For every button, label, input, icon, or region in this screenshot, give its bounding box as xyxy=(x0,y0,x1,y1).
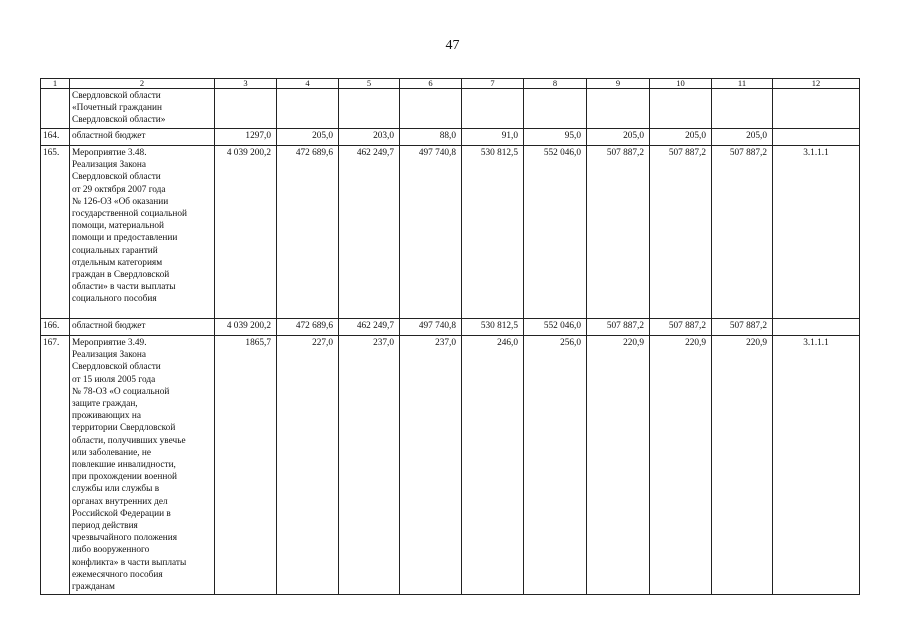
row-number-cell: 165. xyxy=(41,146,70,319)
description-cell: Мероприятие 3.48. Реализация Закона Свердловской области от 29 октября 2007 года № 126-ОЗ «Об оказании государственной социальной помощи, материальной помощи и предоставлении социальных гарантий отдельным категориям граждан в Свердловской области» в части выплаты социального пособия xyxy=(70,146,215,319)
value-cell: 497 740,8 xyxy=(400,146,462,319)
value-cell: 4 039 200,2 xyxy=(215,146,277,319)
value-cell xyxy=(587,89,650,129)
column-number-cell: 1 xyxy=(41,79,70,89)
target-code-cell xyxy=(773,129,860,146)
table-row xyxy=(41,336,860,595)
value-cell: 497 740,8 xyxy=(400,319,462,336)
value-cell xyxy=(650,89,712,129)
column-number-cell: 3 xyxy=(215,79,277,89)
page-number: 47 xyxy=(445,38,460,53)
value-cell: 507 887,2 xyxy=(650,319,712,336)
value-cell xyxy=(462,89,524,129)
value-cell: 203,0 xyxy=(339,129,400,146)
value-cell: 205,0 xyxy=(650,129,712,146)
column-number-cell: 12 xyxy=(773,79,860,89)
value-cell: 507 887,2 xyxy=(587,319,650,336)
value-cell: 220,9 xyxy=(587,336,650,595)
value-cell: 1297,0 xyxy=(215,129,277,146)
value-cell: 507 887,2 xyxy=(587,146,650,319)
column-number-cell: 2 xyxy=(70,79,215,89)
value-cell: 507 887,2 xyxy=(650,146,712,319)
column-number-cell: 7 xyxy=(462,79,524,89)
value-cell xyxy=(712,89,773,129)
value-cell: 227,0 xyxy=(277,336,339,595)
table-row xyxy=(41,319,860,336)
value-cell xyxy=(400,89,462,129)
value-cell: 246,0 xyxy=(462,336,524,595)
description-cell: областной бюджет xyxy=(70,129,215,146)
row-number-cell: 166. xyxy=(41,319,70,336)
column-number-cell: 10 xyxy=(650,79,712,89)
column-number-cell: 8 xyxy=(524,79,587,89)
value-cell xyxy=(339,89,400,129)
value-cell: 472 689,6 xyxy=(277,146,339,319)
value-cell: 4 039 200,2 xyxy=(215,319,277,336)
value-cell: 237,0 xyxy=(339,336,400,595)
target-code-cell: 3.1.1.1 xyxy=(773,146,860,319)
target-code-cell xyxy=(773,319,860,336)
column-number-cell: 5 xyxy=(339,79,400,89)
column-number-cell: 9 xyxy=(587,79,650,89)
table-row xyxy=(41,89,860,129)
column-number-cell: 11 xyxy=(712,79,773,89)
value-cell: 1865,7 xyxy=(215,336,277,595)
value-cell: 472 689,6 xyxy=(277,319,339,336)
column-number-cell: 6 xyxy=(400,79,462,89)
value-cell: 462 249,7 xyxy=(339,319,400,336)
value-cell: 95,0 xyxy=(524,129,587,146)
description-cell: Мероприятие 3.49. Реализация Закона Свердловской области от 15 июля 2005 года № 78-ОЗ «О социальной защите граждан, проживающих на территории Свердловской области, получивших увечье или заболевание, не повлекшие инвалидности, при прохождении военной службы или службы в органах внутренних дел Российской Федерации в период действия чрезвычайного положения либо вооруженного конфликта» в части выплаты ежемесячного пособия гражданам xyxy=(70,336,215,595)
value-cell: 220,9 xyxy=(712,336,773,595)
row-number-cell xyxy=(41,89,70,129)
value-cell: 205,0 xyxy=(587,129,650,146)
value-cell: 552 046,0 xyxy=(524,319,587,336)
value-cell: 462 249,7 xyxy=(339,146,400,319)
value-cell: 205,0 xyxy=(712,129,773,146)
value-cell: 552 046,0 xyxy=(524,146,587,319)
value-cell: 205,0 xyxy=(277,129,339,146)
column-number-cell: 4 xyxy=(277,79,339,89)
value-cell: 256,0 xyxy=(524,336,587,595)
column-number-row xyxy=(41,79,860,89)
table-row xyxy=(41,146,860,319)
value-cell: 507 887,2 xyxy=(712,319,773,336)
value-cell: 220,9 xyxy=(650,336,712,595)
value-cell: 530 812,5 xyxy=(462,319,524,336)
row-number-cell: 167. xyxy=(41,336,70,595)
target-code-cell: 3.1.1.1 xyxy=(773,336,860,595)
value-cell xyxy=(215,89,277,129)
target-code-cell xyxy=(773,89,860,129)
row-number-cell: 164. xyxy=(41,129,70,146)
description-cell: областной бюджет xyxy=(70,319,215,336)
budget-table xyxy=(40,78,860,595)
value-cell: 530 812,5 xyxy=(462,146,524,319)
value-cell xyxy=(524,89,587,129)
value-cell: 88,0 xyxy=(400,129,462,146)
description-cell: Свердловской области «Почетный гражданин Свердловской области» xyxy=(70,89,215,129)
value-cell: 91,0 xyxy=(462,129,524,146)
value-cell xyxy=(277,89,339,129)
value-cell: 507 887,2 xyxy=(712,146,773,319)
value-cell: 237,0 xyxy=(400,336,462,595)
table-row xyxy=(41,129,860,146)
